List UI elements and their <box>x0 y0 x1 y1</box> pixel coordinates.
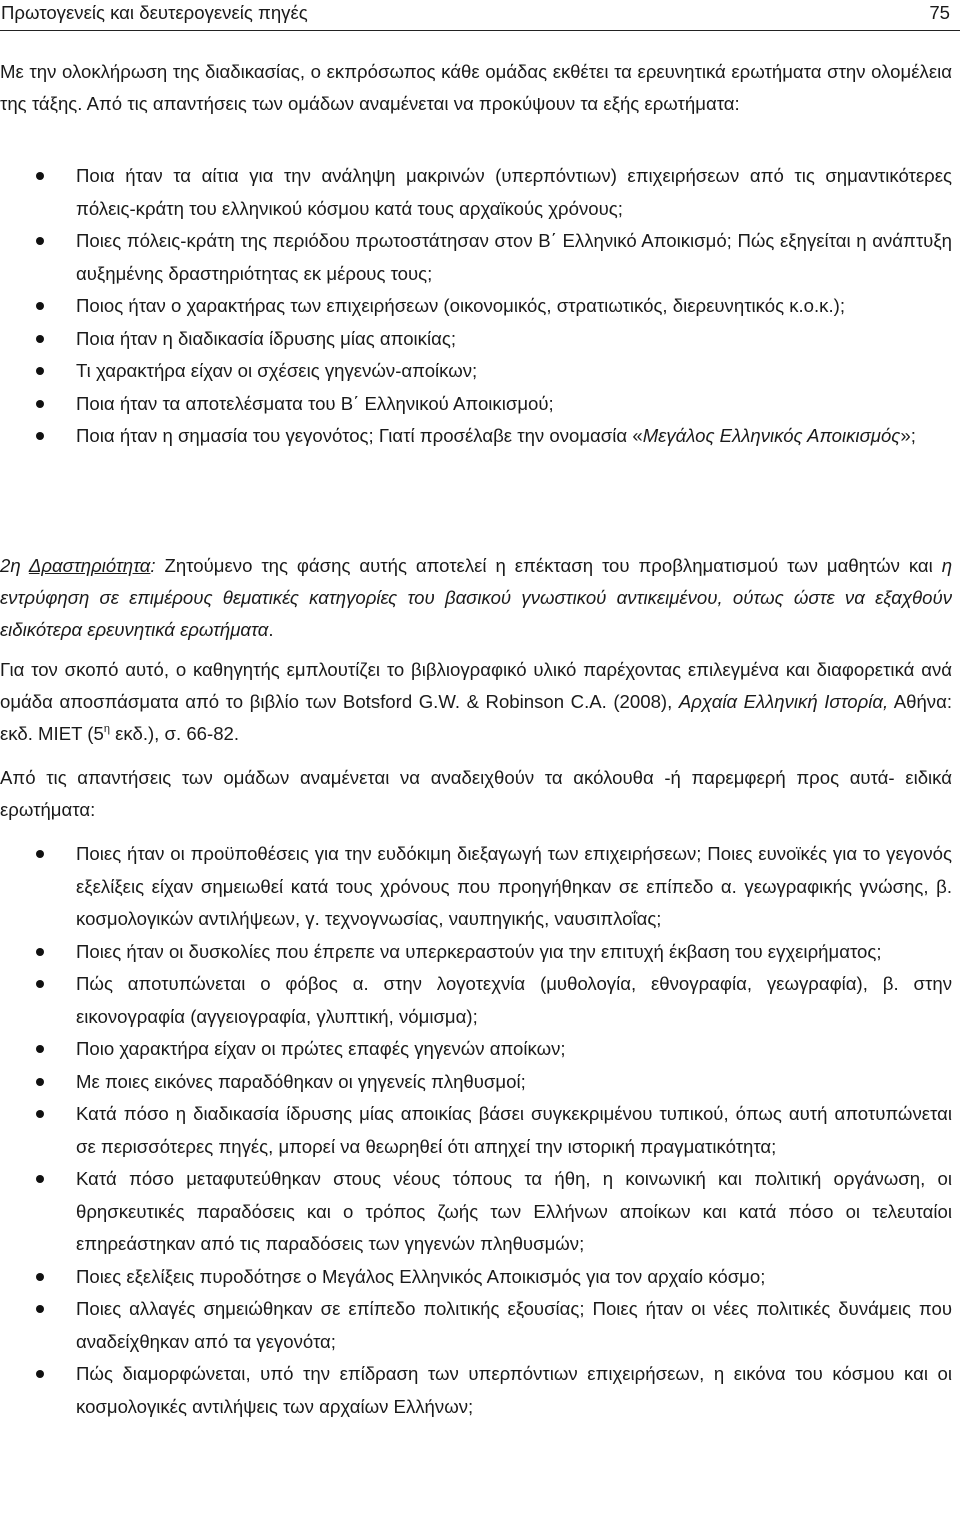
questions-list-2 <box>0 838 952 1423</box>
list-item: Ποια ήταν η διαδικασία ίδρυσης μίας αποικίας; <box>0 323 952 356</box>
list-item: Ποιες πόλεις-κράτη της περιόδου πρωτοστάτησαν στον Β΄ Ελληνικό Αποικισμό; Πώς εξηγείται η ανάπτυξη αυξημένης δραστηριότητας εκ μέρους τους; <box>0 225 952 290</box>
expect-paragraph: Από τις απαντήσεις των ομάδων αναμένεται να αναδειχθούν τα ακόλουθα -ή παρεμφερή προς αυτά- ειδικά ερωτήματα: <box>0 767 952 820</box>
page-number: 75 <box>929 2 950 23</box>
list-item: Ποια ήταν η σημασία του γεγονότος; Γιατί προσέλαβε την ονομασία «Μεγάλος Ελληνικός Αποικισμός»; <box>0 420 952 453</box>
list-item: Ποιες εξελίξεις πυροδότησε ο Μεγάλος Ελληνικός Αποικισμός για τον αρχαίο κόσμο; <box>0 1261 952 1294</box>
list-item: Πώς διαμορφώνεται, υπό την επίδραση των υπερπόντιων επιχειρήσεων, η εικόνα του κόσμου και οι κοσμολογικές αντιλήψεις των αρχαίων Ελλήνων; <box>0 1358 952 1423</box>
bullet-icon <box>36 400 44 408</box>
bullet-icon <box>36 1305 44 1313</box>
activity-label: Δραστηριότητα <box>28 555 151 576</box>
list-item: Ποιες αλλαγές σημειώθηκαν σε επίπεδο πολιτικής εξουσίας; Ποιες ήταν οι νέες πολιτικές δυνάμεις που αναδείχθηκαν από τα γεγονότα; <box>0 1293 952 1358</box>
intro-paragraph: Με την ολοκλήρωση της διαδικασίας, ο εκπρόσωπος κάθε ομάδας εκθέτει τα ερευνητικά ερωτήματα στην ολομέλεια της τάξης. Από τις απαντήσεις των ομάδων αναμένεται να προκύψουν τα εξής ερωτήματα: <box>0 61 952 114</box>
list-item: Με ποιες εικόνες παραδόθηκαν οι γηγενείς πληθυσμοί; <box>0 1066 952 1099</box>
page-header <box>0 0 960 31</box>
activity-paragraph: 2η Δραστηριότητα: Ζητούμενο της φάσης αυτής αποτελεί η επέκταση του προβληματισμού των μαθητών και η εντρύφηση σε επιμέρους θεματικές κατηγορίες του βασικού γνωστικού αντικειμένου, ούτως ώστε να εξαχθούν ειδικότερα ερευνητικά ερωτήματα. <box>0 555 953 640</box>
bullet-icon <box>36 367 44 375</box>
bullet-icon <box>36 948 44 956</box>
bullet-icon <box>36 302 44 310</box>
list-item: Κατά πόσο η διαδικασία ίδρυσης μίας αποικίας βάσει συγκεκριμένου τυπικού, όπως αυτή αποτυπώνεται σε περισσότερες πηγές, μπορεί να θεωρηθεί ότι απηχεί την ιστορική πραγματικότητα; <box>0 1098 952 1163</box>
list-item: Ποια ήταν τα αίτια για την ανάληψη μακρινών (υπερπόντιων) επιχειρήσεων από τις σημαντικότερες πόλεις-κράτη του ελληνικού κόσμου κατά τους αρχαϊκούς χρόνους; <box>0 160 952 225</box>
list-item: Πώς αποτυπώνεται ο φόβος α. στην λογοτεχνία (μυθολογία, εθνογραφία, γεωγραφία), β. στην εικονογραφία (αγγειογραφία, γλυπτική, νόμισμα); <box>0 968 952 1033</box>
list-item: Κατά πόσο μεταφυτεύθηκαν στους νέους τόπους τα ήθη, η κοινωνική και πολιτική οργάνωση, οι θρησκευτικές παραδόσεις και ο τρόπος ζωής των Ελλήνων αποίκων και κατά πόσο οι τελευταίοι επηρεάστηκαν από τις παραδόσεις των γηγενών πληθυσμών; <box>0 1163 952 1261</box>
bullet-icon <box>36 1045 44 1053</box>
bullet-icon <box>36 1110 44 1118</box>
list-item: Ποιος ήταν ο χαρακτήρας των επιχειρήσεων (οικονομικός, στρατιωτικός, διερευνητικός κ.ο.κ.); <box>0 290 952 323</box>
list-item: Ποιες ήταν οι προϋποθέσεις για την ευδόκιμη διεξαγωγή των επιχειρήσεων; Ποιες ευνοϊκές για το γεγονός εξελίξεις είχαν σημειωθεί κατά τους χρόνους που προηγήθηκαν σε επίπεδο α. γεωγραφικής γνώσης, β. κοσμολογικών αντιλήψεων, γ. τεχνογνωσίας, ναυπηγικής, ναυσιπλοΐας; <box>0 838 952 936</box>
bullet-icon <box>36 1078 44 1086</box>
bullet-icon <box>36 172 44 180</box>
header-title: Πρωτογενείς και δευτερογενείς πηγές <box>1 2 308 23</box>
bullet-icon <box>36 335 44 343</box>
questions-list-1 <box>0 160 952 453</box>
bullet-icon <box>36 1175 44 1183</box>
list-item: Ποιο χαρακτήρα είχαν οι πρώτες επαφές γηγενών αποίκων; <box>0 1033 952 1066</box>
bullet-icon <box>36 850 44 858</box>
list-item: Ποιες ήταν οι δυσκολίες που έπρεπε να υπερκεραστούν για την επιτυχή έκβαση του εγχειρήματος; <box>0 936 952 969</box>
list-item: Τι χαρακτήρα είχαν οι σχέσεις γηγενών-αποίκων; <box>0 355 952 388</box>
bullet-icon <box>36 1273 44 1281</box>
purpose-paragraph: Για τον σκοπό αυτό, ο καθηγητής εμπλουτίζει το βιβλιογραφικό υλικό παρέχοντας επιλεγμένα και διαφορετικά ανά ομάδα αποσπάσματα από το βιβλίο των Botsford G.W. & Robinson C.A. (2008), Αρχαία Ελληνική Ιστορία, Αθήνα: εκδ. ΜΙΕΤ ($5^\eta$ εκδ.), σ. 66-82. <box>0 659 953 744</box>
bullet-icon <box>36 1370 44 1378</box>
bullet-icon <box>36 980 44 988</box>
list-item: Ποια ήταν τα αποτελέσματα του Β΄ Ελληνικού Αποικισμού; <box>0 388 952 421</box>
bullet-icon <box>36 237 44 245</box>
bullet-icon <box>36 432 44 440</box>
